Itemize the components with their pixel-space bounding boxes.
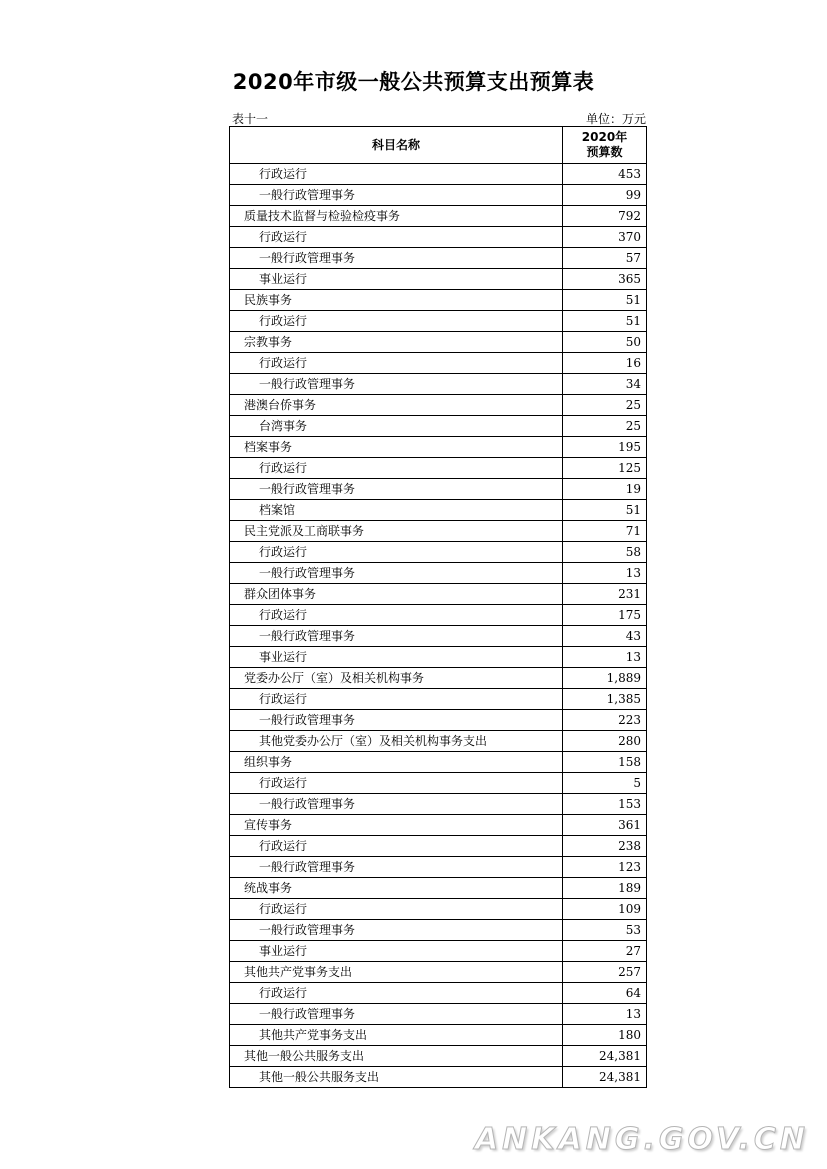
row-budget-value: 109 (563, 899, 647, 920)
row-subject-name: 事业运行 (230, 269, 563, 290)
row-subject-name: 民族事务 (230, 290, 563, 311)
table-row (230, 626, 647, 647)
table-row (230, 731, 647, 752)
row-subject-name: 一般行政管理事务 (230, 563, 563, 584)
table-row (230, 1004, 647, 1025)
table-row (230, 647, 647, 668)
table-row (230, 941, 647, 962)
row-subject-name: 行政运行 (230, 773, 563, 794)
row-subject-name: 宗教事务 (230, 332, 563, 353)
row-budget-value: 64 (563, 983, 647, 1004)
row-budget-value: 19 (563, 479, 647, 500)
row-subject-name: 一般行政管理事务 (230, 920, 563, 941)
row-budget-value: 453 (563, 164, 647, 185)
row-subject-name: 统战事务 (230, 878, 563, 899)
header-subject-name: 科目名称 (230, 127, 563, 164)
header-year: 2020年 (581, 130, 628, 144)
table-row (230, 374, 647, 395)
row-subject-name: 行政运行 (230, 164, 563, 185)
table-row (230, 899, 647, 920)
row-subject-name: 一般行政管理事务 (230, 710, 563, 731)
row-subject-name: 一般行政管理事务 (230, 1004, 563, 1025)
row-budget-value: 71 (563, 521, 647, 542)
table-row (230, 1046, 647, 1067)
table-row (230, 668, 647, 689)
table-row (230, 857, 647, 878)
table-row (230, 836, 647, 857)
row-subject-name: 行政运行 (230, 689, 563, 710)
table-row (230, 563, 647, 584)
row-budget-value: 13 (563, 563, 647, 584)
table-row (230, 794, 647, 815)
row-subject-name: 一般行政管理事务 (230, 248, 563, 269)
table-row (230, 605, 647, 626)
row-subject-name: 其他一般公共服务支出 (230, 1046, 563, 1067)
row-budget-value: 51 (563, 290, 647, 311)
table-row (230, 983, 647, 1004)
row-budget-value: 24,381 (563, 1046, 647, 1067)
watermark-logo: ANKANG.GOV.CN (474, 1122, 809, 1157)
row-subject-name: 档案馆 (230, 500, 563, 521)
table-row (230, 311, 647, 332)
header-budget: 预算数 (586, 145, 623, 159)
row-budget-value: 257 (563, 962, 647, 983)
table-row (230, 689, 647, 710)
row-subject-name: 事业运行 (230, 941, 563, 962)
row-budget-value: 25 (563, 416, 647, 437)
row-budget-value: 123 (563, 857, 647, 878)
row-budget-value: 57 (563, 248, 647, 269)
row-subject-name: 质量技术监督与检验检疫事务 (230, 206, 563, 227)
row-subject-name: 行政运行 (230, 227, 563, 248)
row-subject-name: 行政运行 (230, 605, 563, 626)
row-budget-value: 58 (563, 542, 647, 563)
row-budget-value: 1,889 (563, 668, 647, 689)
row-budget-value: 365 (563, 269, 647, 290)
row-subject-name: 其他共产党事务支出 (230, 1025, 563, 1046)
table-row (230, 185, 647, 206)
table-row (230, 332, 647, 353)
row-budget-value: 223 (563, 710, 647, 731)
row-subject-name: 档案事务 (230, 437, 563, 458)
table-label: 表十一 (232, 112, 269, 126)
table-row (230, 584, 647, 605)
row-budget-value: 238 (563, 836, 647, 857)
table-row (230, 164, 647, 185)
row-budget-value: 53 (563, 920, 647, 941)
table-row (230, 248, 647, 269)
table-row (230, 815, 647, 836)
row-budget-value: 51 (563, 500, 647, 521)
table-row (230, 962, 647, 983)
row-budget-value: 792 (563, 206, 647, 227)
row-subject-name: 宣传事务 (230, 815, 563, 836)
table-row (230, 710, 647, 731)
table-row (230, 542, 647, 563)
table-row (230, 416, 647, 437)
table-body (230, 164, 647, 1088)
row-budget-value: 13 (563, 1004, 647, 1025)
row-subject-name: 其他共产党事务支出 (230, 962, 563, 983)
unit-label: 单位：万元 (585, 112, 646, 126)
row-subject-name: 组织事务 (230, 752, 563, 773)
table-row (230, 920, 647, 941)
row-budget-value: 43 (563, 626, 647, 647)
row-subject-name: 群众团体事务 (230, 584, 563, 605)
row-subject-name: 一般行政管理事务 (230, 479, 563, 500)
row-budget-value: 175 (563, 605, 647, 626)
table-row (230, 773, 647, 794)
row-subject-name: 行政运行 (230, 899, 563, 920)
row-budget-value: 280 (563, 731, 647, 752)
table-row (230, 395, 647, 416)
row-budget-value: 361 (563, 815, 647, 836)
row-subject-name: 行政运行 (230, 542, 563, 563)
row-budget-value: 24,381 (563, 1067, 647, 1088)
table-header-row (230, 127, 647, 164)
table-row (230, 227, 647, 248)
table-row (230, 269, 647, 290)
table-row (230, 521, 647, 542)
row-budget-value: 231 (563, 584, 647, 605)
row-budget-value: 16 (563, 353, 647, 374)
table-row (230, 353, 647, 374)
page-title: 2020年市级一般公共预算支出预算表 (232, 70, 595, 94)
row-subject-name: 一般行政管理事务 (230, 857, 563, 878)
row-subject-name: 行政运行 (230, 311, 563, 332)
row-subject-name: 行政运行 (230, 836, 563, 857)
row-budget-value: 99 (563, 185, 647, 206)
row-budget-value: 5 (563, 773, 647, 794)
row-subject-name: 行政运行 (230, 983, 563, 1004)
table-row (230, 1025, 647, 1046)
row-subject-name: 一般行政管理事务 (230, 794, 563, 815)
row-budget-value: 158 (563, 752, 647, 773)
table-row (230, 479, 647, 500)
table-row (230, 752, 647, 773)
table-row (230, 206, 647, 227)
row-subject-name: 一般行政管理事务 (230, 374, 563, 395)
row-subject-name: 行政运行 (230, 458, 563, 479)
row-budget-value: 50 (563, 332, 647, 353)
row-budget-value: 25 (563, 395, 647, 416)
row-subject-name: 其他一般公共服务支出 (230, 1067, 563, 1088)
row-budget-value: 180 (563, 1025, 647, 1046)
row-budget-value: 13 (563, 647, 647, 668)
row-budget-value: 189 (563, 878, 647, 899)
row-subject-name: 行政运行 (230, 353, 563, 374)
row-subject-name: 台湾事务 (230, 416, 563, 437)
row-budget-value: 1,385 (563, 689, 647, 710)
row-budget-value: 27 (563, 941, 647, 962)
row-budget-value: 370 (563, 227, 647, 248)
row-subject-name: 港澳台侨事务 (230, 395, 563, 416)
row-subject-name: 民主党派及工商联事务 (230, 521, 563, 542)
row-budget-value: 51 (563, 311, 647, 332)
table-row (230, 500, 647, 521)
table-row (230, 878, 647, 899)
table-row (230, 437, 647, 458)
row-budget-value: 195 (563, 437, 647, 458)
budget-table (229, 126, 647, 1088)
table-row (230, 290, 647, 311)
table-row (230, 1067, 647, 1088)
row-budget-value: 153 (563, 794, 647, 815)
row-subject-name: 其他党委办公厅（室）及相关机构事务支出 (230, 731, 563, 752)
table-row (230, 458, 647, 479)
header-budget-amount (563, 127, 647, 164)
row-budget-value: 125 (563, 458, 647, 479)
row-budget-value: 34 (563, 374, 647, 395)
row-subject-name: 一般行政管理事务 (230, 185, 563, 206)
row-subject-name: 党委办公厅（室）及相关机构事务 (230, 668, 563, 689)
row-subject-name: 事业运行 (230, 647, 563, 668)
row-subject-name: 一般行政管理事务 (230, 626, 563, 647)
